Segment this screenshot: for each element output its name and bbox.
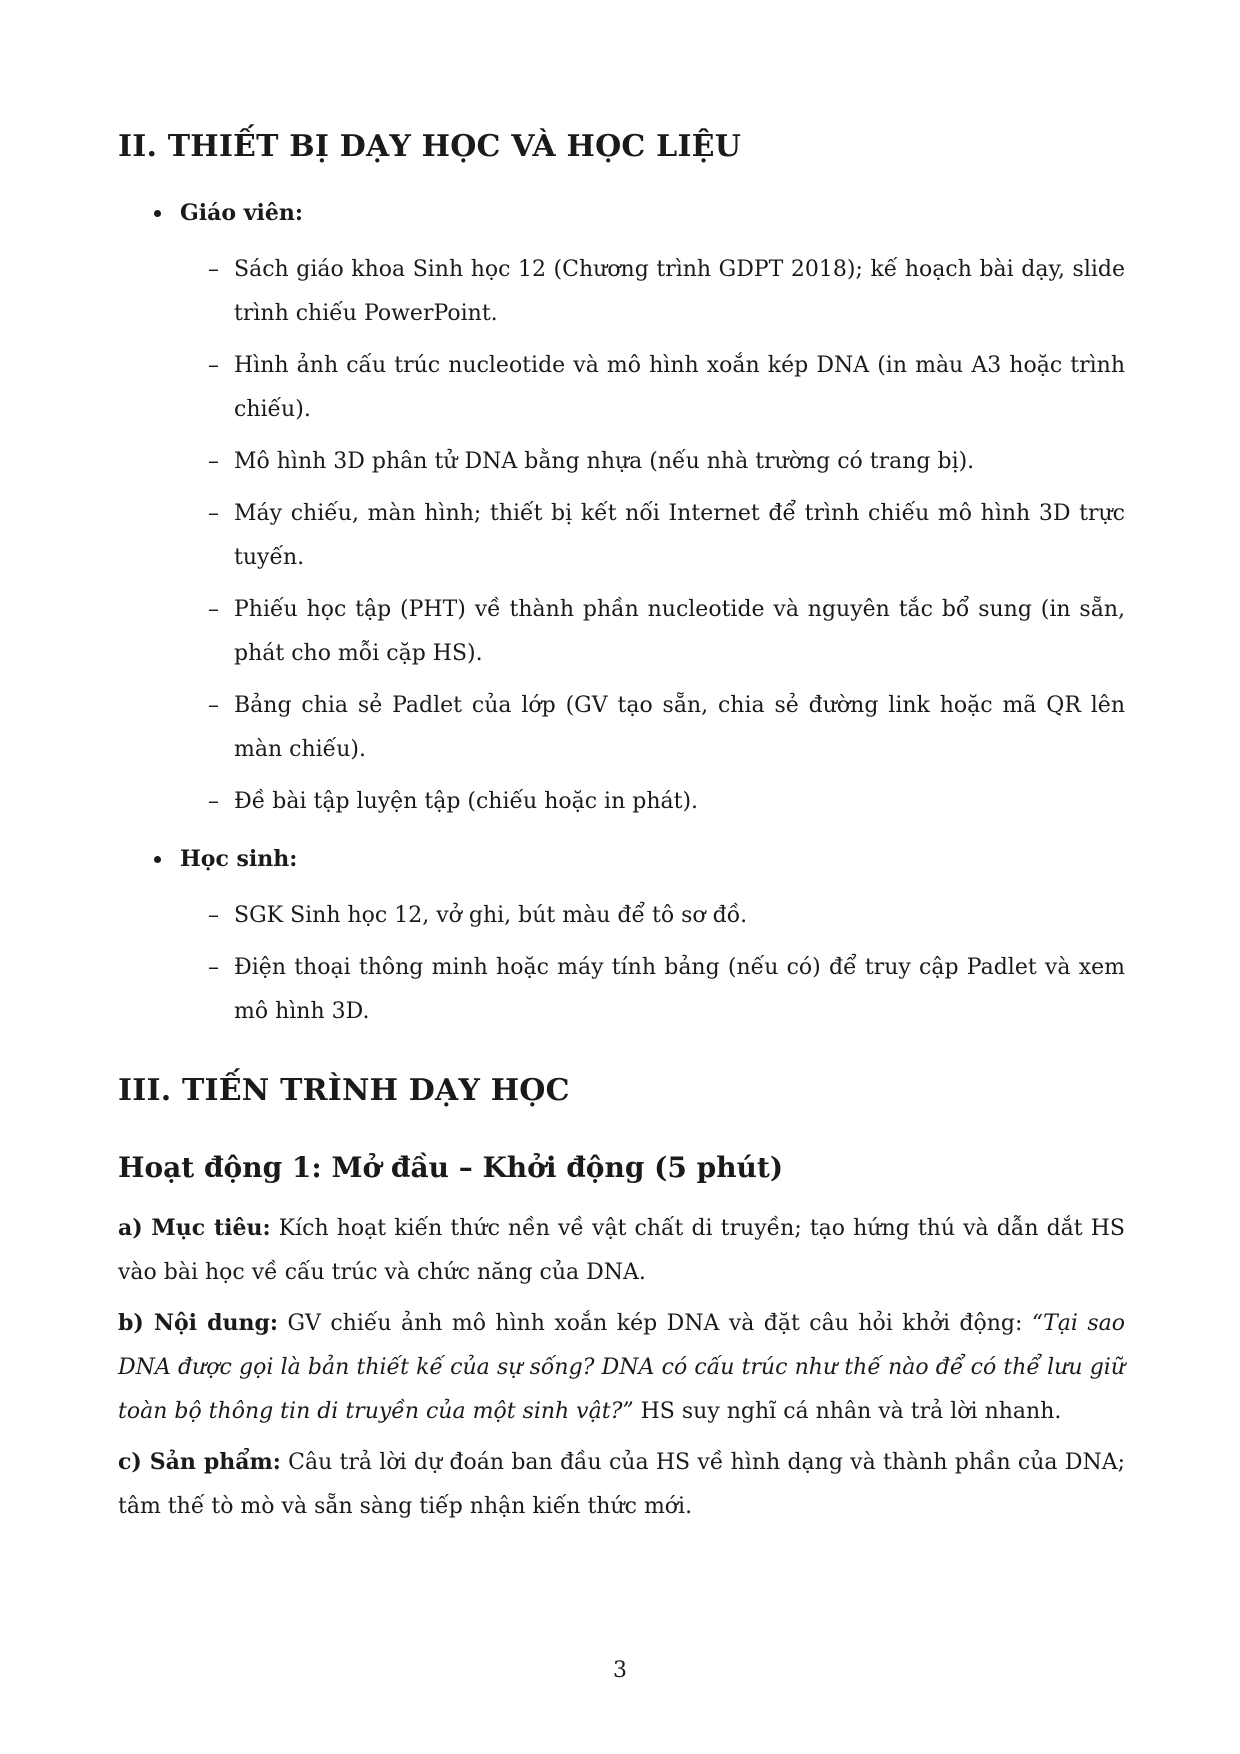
dash-icon: – [208, 597, 219, 622]
objective-text: Kích hoạt kiến thức nền về vật chất di truyền; tạo hứng thú và dẫn dắt HS vào bài học về cấu trúc và chức năng của DNA. [118, 1216, 1125, 1285]
teacher-group [118, 188, 1125, 824]
list-item: – Hình ảnh cấu trúc nucleotide và mô hình xoắn kép DNA (in màu A3 hoặc trình chiếu). [180, 344, 1125, 432]
dash-icon: – [208, 789, 219, 814]
student-group [118, 834, 1125, 1034]
student-label: Học sinh: [180, 846, 298, 872]
list-item: – Phiếu học tập (PHT) về thành phần nucleotide và nguyên tắc bổ sung (in sẵn, phát cho mỗi cặp HS). [180, 588, 1125, 676]
dash-icon: – [208, 903, 219, 928]
section-2-heading: II. THIẾT BỊ DẠY HỌC VÀ HỌC LIỆU [118, 129, 742, 164]
dash-icon: – [208, 257, 219, 282]
student-items [180, 894, 1125, 1034]
list-item: – SGK Sinh học 12, vở ghi, bút màu để tô sơ đồ. [180, 894, 1125, 938]
list-item: – Mô hình 3D phân tử DNA bằng nhựa (nếu nhà trường có trang bị). [180, 440, 1125, 484]
objective-paragraph [118, 1206, 1125, 1295]
section-3-heading: III. TIẾN TRÌNH DẠY HỌC [118, 1073, 570, 1108]
equipment-list [118, 188, 1125, 1034]
content-paragraph [118, 1301, 1125, 1434]
page-number: 3 [613, 1658, 627, 1683]
list-item: – Đề bài tập luyện tập (chiếu hoặc in phát). [180, 780, 1125, 824]
list-item: – Sách giáo khoa Sinh học 12 (Chương trình GDPT 2018); kế hoạch bài dạy, slide trình chiếu PowerPoint. [180, 248, 1125, 336]
dash-icon: – [208, 353, 219, 378]
content-label: b) Nội dung: [118, 1310, 279, 1336]
activity-1-heading: Hoạt động 1: Mở đầu – Khởi động (5 phút) [118, 1151, 784, 1184]
list-item: – Điện thoại thông minh hoặc máy tính bảng (nếu có) để truy cập Padlet và xem mô hình 3D. [180, 946, 1125, 1034]
dash-icon: – [208, 693, 219, 718]
objective-label: a) Mục tiêu: [118, 1215, 271, 1241]
dash-icon: – [208, 955, 219, 980]
product-paragraph [118, 1440, 1125, 1529]
teacher-items [180, 248, 1125, 824]
content-tail: HS suy nghĩ cá nhân và trả lời nhanh. [640, 1399, 1062, 1424]
dash-icon: – [208, 501, 219, 526]
list-item: – Bảng chia sẻ Padlet của lớp (GV tạo sẵn, chia sẻ đường link hoặc mã QR lên màn chiếu). [180, 684, 1125, 772]
page-content [118, 118, 1125, 1535]
content-text: GV chiếu ảnh mô hình xoắn kép DNA và đặt câu hỏi khởi động: [287, 1311, 1023, 1336]
product-label: c) Sản phẩm: [118, 1449, 281, 1475]
content-quote: “Tại sao DNA được gọi là bản thiết kế của sự sống? DNA có cấu trúc như thế nào để có thể lưu giữ toàn bộ thông tin di truyền của một sinh vật?” [118, 1311, 1125, 1424]
list-item: – Máy chiếu, màn hình; thiết bị kết nối Internet để trình chiếu mô hình 3D trực tuyến. [180, 492, 1125, 580]
product-text: Câu trả lời dự đoán ban đầu của HS về hình dạng và thành phần của DNA; tâm thế tò mò và sẵn sàng tiếp nhận kiến thức mới. [118, 1450, 1126, 1519]
dash-icon: – [208, 449, 219, 474]
bullet-icon [154, 856, 161, 863]
teacher-label: Giáo viên: [180, 200, 303, 226]
bullet-icon [154, 210, 161, 217]
